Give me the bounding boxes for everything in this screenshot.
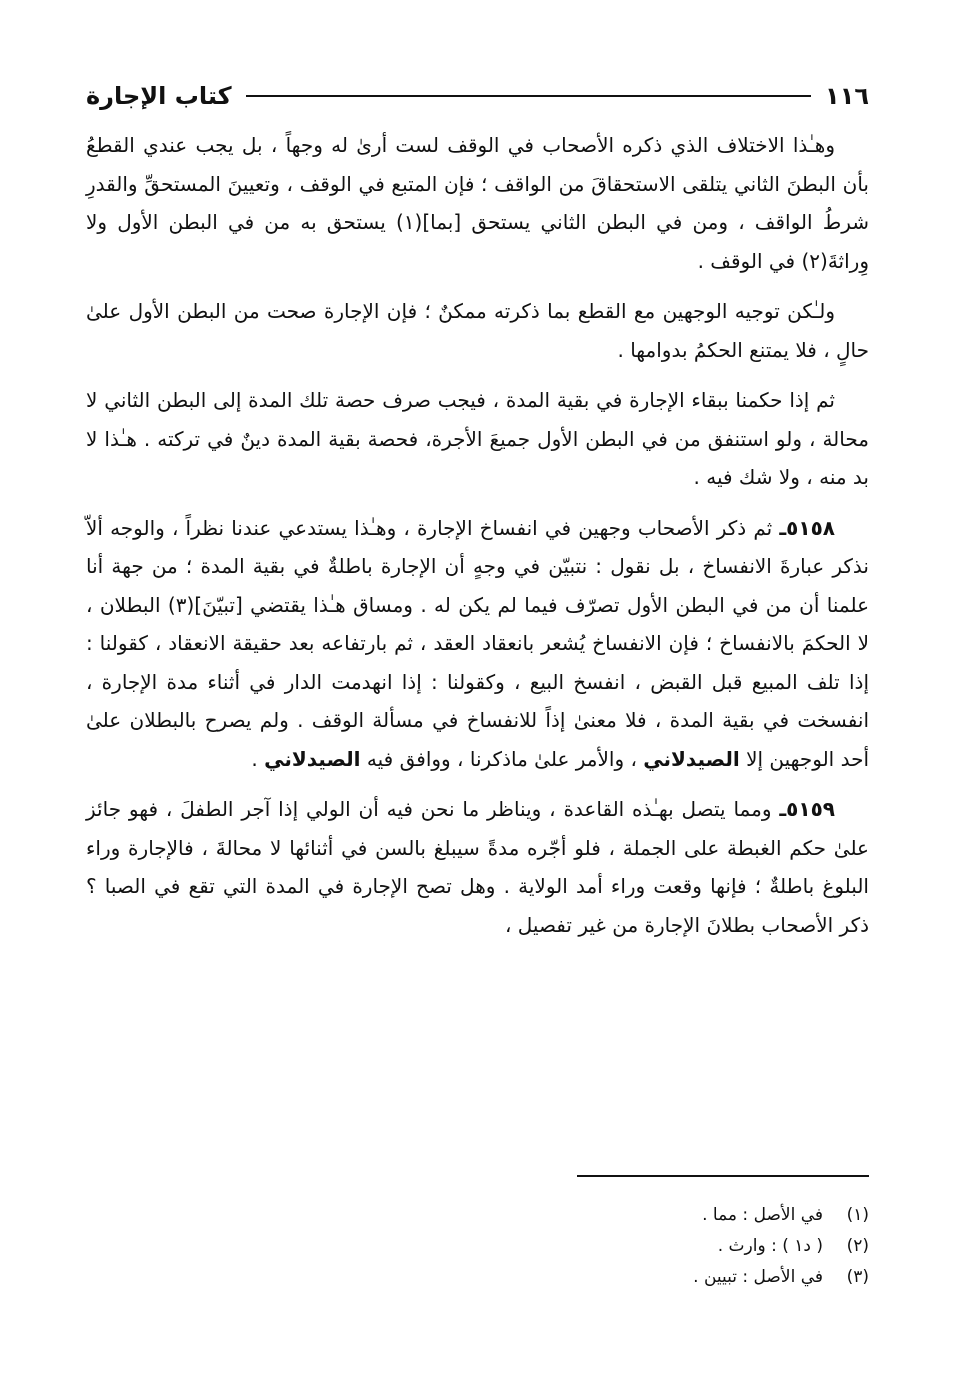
issue-paragraph-5159 bbox=[86, 790, 869, 944]
footnote-number: (١) bbox=[846, 1205, 869, 1225]
paragraph: ثم إذا حكمنا ببقاء الإجارة في بقية المدة ، فيجب صرف حصة تلك المدة إلى البطن الثاني لا محالة ، ولو استنفق من في البطن الأول جميعَ الأجرة، فحصة بقية المدة دينٌ في تركته . هـٰذا لا بد منه ، ولا شك فيه . bbox=[86, 388, 869, 489]
issue-text: ومما يتصل بهـٰذه القاعدة ، ويناظر ما نحن فيه أن الولي إذا آجر الطفلَ ، فهو جائز علىٰ حكم الغبطة على الجملة ، فلو أجّره مدةً سيبلغ بالسن في أثنائها لا محالةَ ، فالإجارة وراء البلوغ باطلةٌ ؛ فإنها وقعت وراء أمد الولاية . وهل تصح الإجارة في المدة التي تقع في الصبا ؟ ذكر الأصحاب بطلانَ الإجارة من غير تفصيل ، bbox=[86, 797, 869, 937]
footnotes bbox=[469, 1200, 869, 1293]
footnote-number: (٣) bbox=[846, 1267, 869, 1287]
page-number: ١١٦ bbox=[825, 82, 869, 110]
footnote-separator bbox=[577, 1175, 869, 1177]
footnote-number: (٢) bbox=[846, 1236, 869, 1256]
issue-number: ٥١٥٨ـ bbox=[779, 515, 835, 540]
book-title: كتاب الإجارة bbox=[86, 82, 232, 110]
issue-paragraph-5158 bbox=[86, 509, 869, 779]
footnote bbox=[469, 1231, 869, 1262]
paragraph: وهـٰذا الاختلاف الذي ذكره الأصحاب في الوقف لست أرىٰ له وجهاً ، بل يجب عندي القطعُ بأن البطنَ الثاني يتلقى الاستحقاقَ من الواقف ؛ فإن المتبع في الوقف ، وتعيينَ المستحقِّ والقدرِ شرطُ الواقف ، ومن في البطن الثاني يستحق [بما](١) يستحق به من في البطن الأول ولا وِراثةَ(٢) في الوقف . bbox=[86, 133, 870, 273]
footnote-text: في الأصل : تبيين . bbox=[693, 1267, 823, 1287]
issue-text: ثم ذكر الأصحاب وجهين في انفساخ الإجارة ، وهـٰذا يستدعي عندنا نظراً ، والوجه ألاّ نذكر عبارةَ الانفساخ ، بل نقول : نتبيّن في وجهٍ أن الإجارة باطلةٌ في بقية المدة ؛ من جهة أنا علمنا أن من في البطن الأول تصرّف فيما لم يكن له . ومساق هـٰذا يقتضي [تبيّنَ](٣) البطلان ، لا الحكمَ بالانفساخ ؛ فإن الانفساخ يُشعر بانعقاد العقد ، ثم بارتفاعه بعد حقيقة الانعقاد ، كقولنا : إذا تلف المبيع قبل القبض ، انفسخ البيع ، وكقولنا : إذا انهدمت الدار في أثناء مدة الإجارة ، انفسخت في بقية المدة ، فلا معنىٰ إذاً للانفساخ في مسألة الوقف . ولم يصرح بالبطلان علىٰ أحد الوجهين إلا bbox=[86, 515, 870, 771]
footnote-text: في الأصل : مما . bbox=[702, 1205, 823, 1225]
footnote bbox=[469, 1200, 869, 1231]
main-text bbox=[86, 126, 869, 956]
footnote-text: ( د١ ) : وارث . bbox=[717, 1236, 823, 1256]
running-header bbox=[86, 76, 869, 116]
issue-number: ٥١٥٩ـ bbox=[779, 797, 835, 821]
issue-text: . bbox=[251, 746, 265, 771]
footnote bbox=[469, 1262, 869, 1293]
scholar-name: الصيدلاني bbox=[264, 746, 361, 771]
scholar-name: الصيدلاني bbox=[643, 746, 740, 771]
header-rule bbox=[246, 95, 811, 97]
issue-text: ، والأمر علىٰ ماذكرنا ، ووافق فيه bbox=[360, 746, 644, 771]
paragraph: ولـٰكن توجيه الوجهين مع القطع بما ذكرته ممكنٌ ؛ فإن الإجارة صحت من البطن الأول علىٰ حالٍ ، فلا يمتنع الحكمُ بدوامها . bbox=[86, 299, 869, 362]
